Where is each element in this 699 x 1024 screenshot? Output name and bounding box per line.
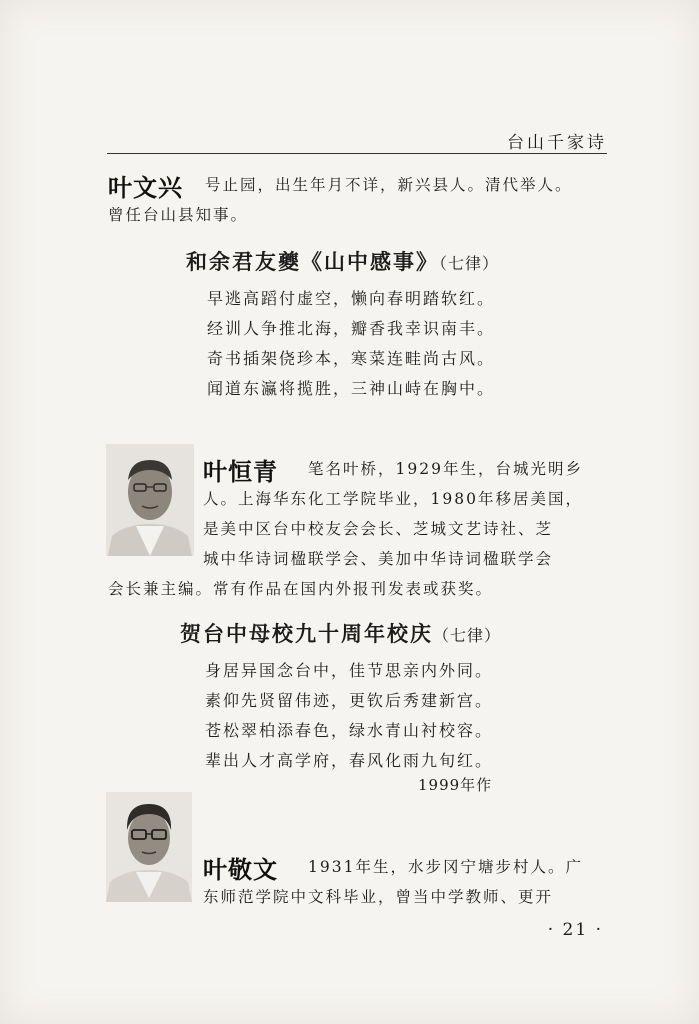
author-bio: 是美中区台中校友会会长、芝城文艺诗社、芝	[203, 520, 554, 538]
author-bio-lead: 号止园，出生年月不详，新兴县人。清代举人。	[205, 176, 573, 194]
poem-line: 素仰先贤留伟迹，更钦后秀建新宫。	[205, 691, 494, 710]
poem-line: 早逃高蹈付虚空，懒向春明踏软红。	[207, 289, 496, 308]
poem-form: （七律）	[433, 626, 502, 645]
author-portrait-photo	[106, 444, 194, 556]
author-bio: 曾任台山县知事。	[108, 206, 249, 224]
poem-line: 身居异国念台中，佳节思亲内外同。	[205, 661, 494, 680]
poem-body	[207, 284, 495, 404]
poem-line: 辈出人才高学府，春风化雨九旬红。	[205, 751, 494, 770]
poem-title-text: 和余君友夔《山中感事》	[186, 250, 439, 274]
author-bio-lead: 1931年生，水步冈宁塘步村人。广	[308, 858, 583, 876]
poem-line: 经训人争推北海，瓣香我幸识南丰。	[207, 319, 496, 338]
author-bio-lead: 笔名叶桥，1929年生，台城光明乡	[308, 460, 583, 478]
author-bio: 东师范学院中文科毕业，曾当中学教师、更开	[203, 888, 554, 906]
page-number: · 21 ·	[547, 920, 603, 940]
portrait-image	[106, 444, 194, 556]
poem-form: （七律）	[439, 254, 500, 273]
author-name-ye-wenxing: 叶文兴	[108, 174, 183, 202]
portrait-image	[106, 792, 192, 902]
author-name-ye-hengqing: 叶恒青	[203, 458, 278, 486]
poem-line: 闻道东瀛将揽胜，三神山峙在胸中。	[207, 379, 496, 398]
author-bio: 人。上海华东化工学院毕业，1980年移居美国，	[203, 490, 583, 508]
poem-date: 1999年作	[418, 776, 493, 794]
poem-body	[205, 656, 493, 776]
running-header: 台山千家诗	[507, 133, 607, 153]
poem-title-text: 贺台中母校九十周年校庆	[180, 622, 433, 646]
author-bio: 城中华诗词楹联学会、美加中华诗词楹联学会	[203, 550, 554, 568]
poem-title	[186, 246, 499, 276]
poem-line: 奇书插架侥珍本，寒菜连畦尚古风。	[207, 349, 496, 368]
header-rule	[107, 153, 607, 154]
author-portrait-photo	[106, 792, 192, 902]
author-name-ye-jingwen: 叶敬文	[203, 856, 278, 884]
author-bio: 会长兼主编。常有作品在国内外报刊发表或获奖。	[108, 580, 494, 598]
poem-line: 苍松翠柏添春色，绿水青山衬校容。	[205, 721, 494, 740]
poem-title	[180, 618, 501, 648]
